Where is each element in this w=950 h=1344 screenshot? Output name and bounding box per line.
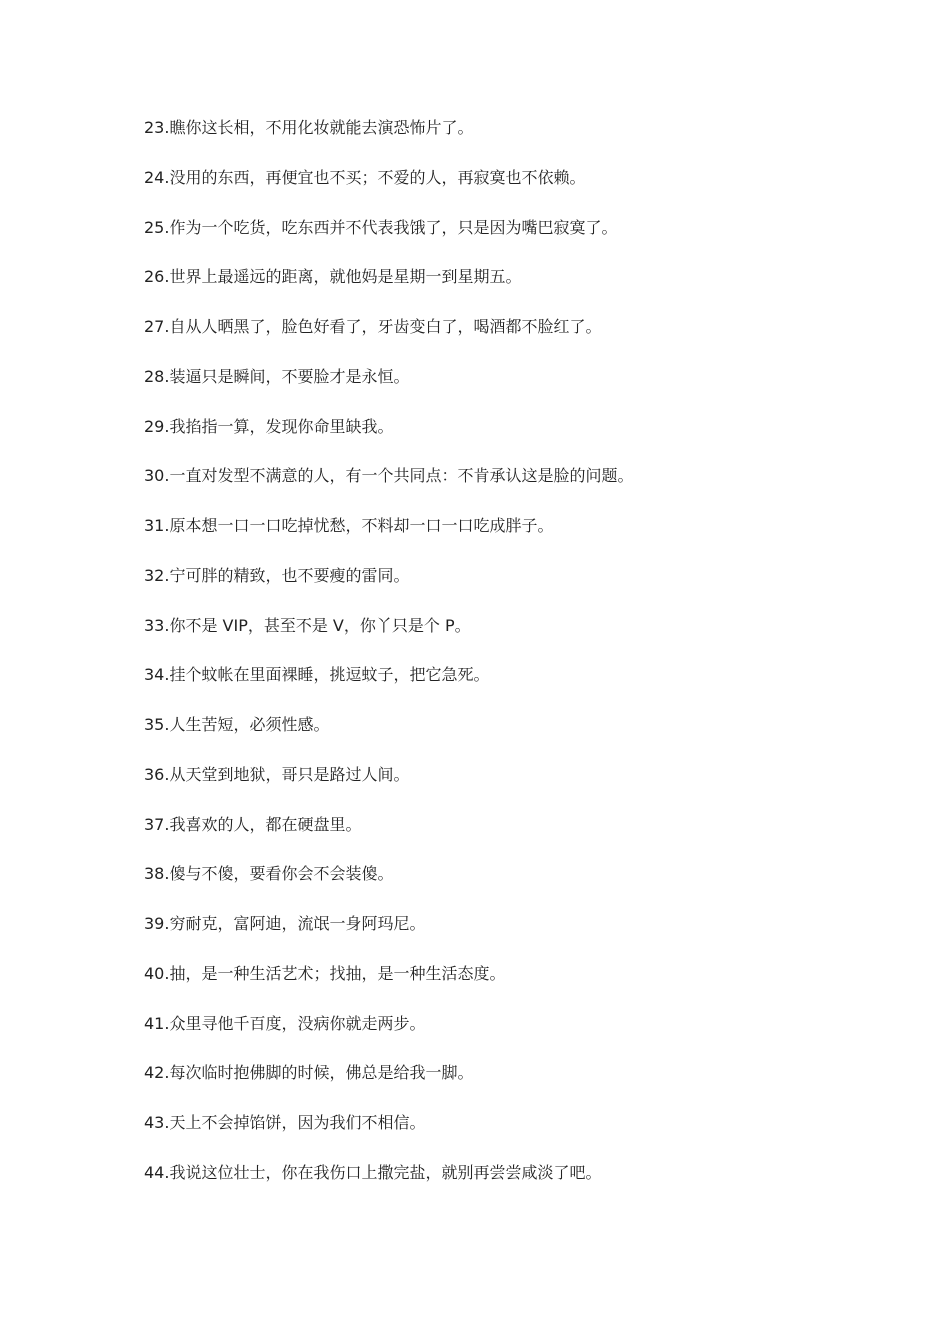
text-line: 29.我掐指一算，发现你命里缺我。 (144, 417, 394, 436)
text-line: 37.我喜欢的人，都在硬盘里。 (144, 815, 362, 834)
text-line: 26.世界上最遥远的距离，就他妈是星期一到星期五。 (144, 267, 522, 286)
text-line: 36.从天堂到地狱，哥只是路过人间。 (144, 765, 410, 784)
text-line: 30.一直对发型不满意的人，有一个共同点：不肯承认这是脸的问题。 (144, 466, 634, 485)
text-line: 33.你不是 VIP，甚至不是 V，你丫只是个 P。 (144, 616, 471, 635)
text-line: 44.我说这位壮士，你在我伤口上撒完盐，就别再尝尝咸淡了吧。 (144, 1163, 602, 1182)
text-line: 34.挂个蚊帐在里面裸睡，挑逗蚊子，把它急死。 (144, 665, 490, 684)
text-line: 23.瞧你这长相，不用化妆就能去演恐怖片了。 (144, 118, 474, 137)
text-line: 27.自从人晒黑了，脸色好看了，牙齿变白了，喝酒都不脸红了。 (144, 317, 602, 336)
text-line: 39.穷耐克，富阿迪，流氓一身阿玛尼。 (144, 914, 426, 933)
text-line: 42.每次临时抱佛脚的时候，佛总是给我一脚。 (144, 1063, 474, 1082)
text-line: 38.傻与不傻，要看你会不会装傻。 (144, 864, 394, 883)
text-line: 41.众里寻他千百度，没病你就走两步。 (144, 1014, 426, 1033)
text-line: 31.原本想一口一口吃掉忧愁，不料却一口一口吃成胖子。 (144, 516, 554, 535)
text-line: 35.人生苦短，必须性感。 (144, 715, 330, 734)
text-line: 43.天上不会掉馅饼，因为我们不相信。 (144, 1113, 426, 1132)
text-line: 40.抽，是一种生活艺术；找抽，是一种生活态度。 (144, 964, 506, 983)
text-line: 24.没用的东西，再便宜也不买；不爱的人，再寂寞也不依赖。 (144, 168, 586, 187)
text-line: 32.宁可胖的精致，也不要瘦的雷同。 (144, 566, 410, 585)
text-line: 25.作为一个吃货，吃东西并不代表我饿了，只是因为嘴巴寂寞了。 (144, 218, 618, 237)
text-line: 28.装逼只是瞬间，不要脸才是永恒。 (144, 367, 410, 386)
